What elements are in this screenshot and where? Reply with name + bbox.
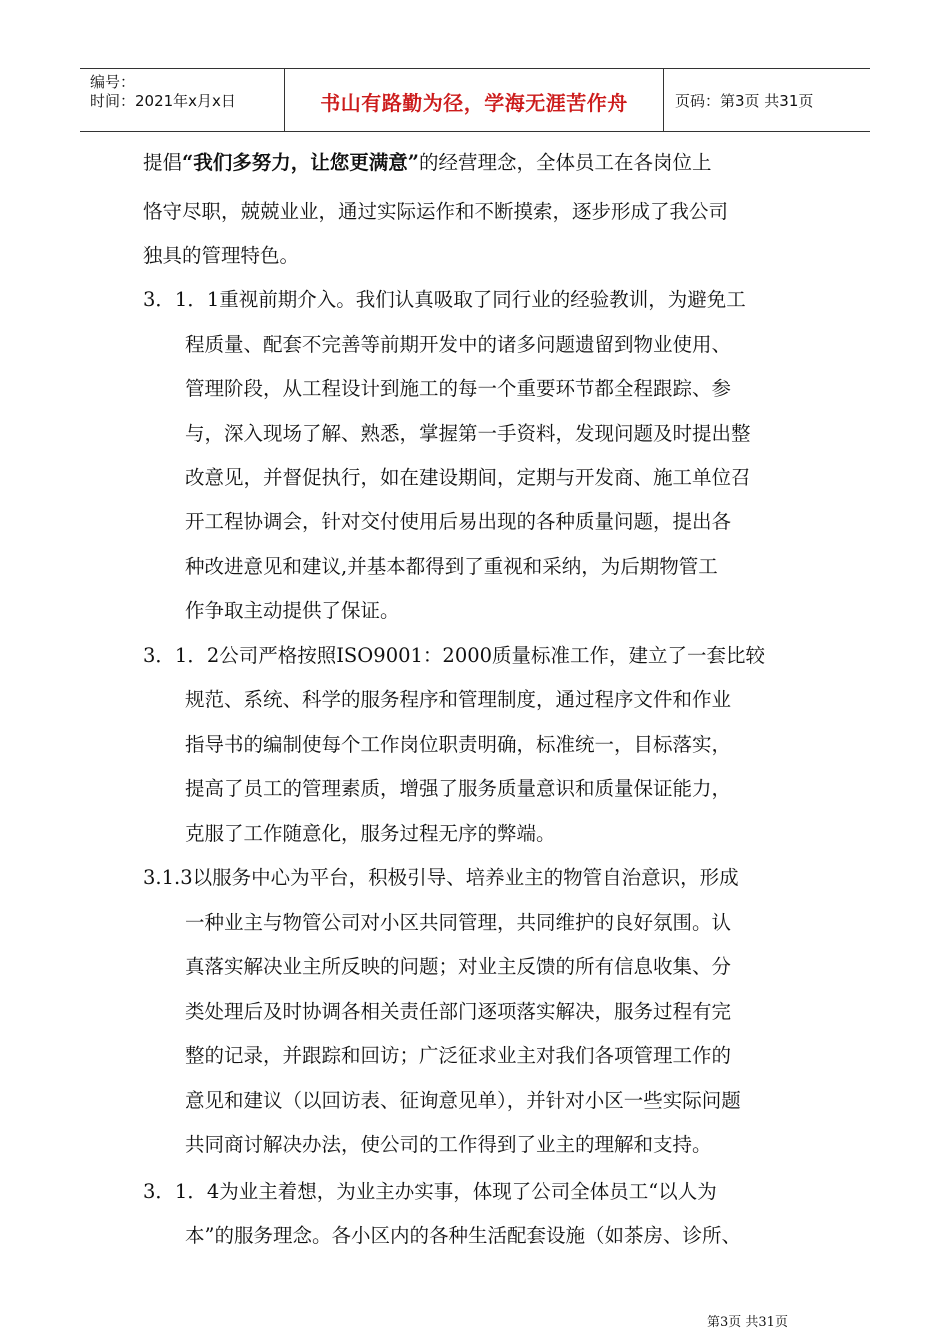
section-311-line: 开工程协调会，针对交付使用后易出现的各种质量问题，提出各 — [185, 510, 732, 533]
section-313-line: 意见和建议（以回访表、征询意见单），并针对小区一些实际问题 — [185, 1089, 741, 1112]
intro-line-1 — [143, 151, 711, 175]
header-motto-cell — [284, 69, 664, 131]
section-314-first-line — [143, 1180, 717, 1204]
section-text: 为业主着想，为业主办实事，体现了公司全体员工“以人为 — [219, 1180, 717, 1203]
section-312-line: 规范、系统、科学的服务程序和管理制度，通过程序文件和作业 — [185, 688, 732, 711]
section-312-line: 指导书的编制使每个工作岗位职责明确，标准统一，目标落实， — [185, 733, 732, 756]
section-313-line: 真落实解决业主所反映的问题；对业主反馈的所有信息收集、分 — [185, 955, 732, 978]
section-311-line: 与，深入现场了解、熟悉，掌握第一手资料，发现问题及时提出整 — [185, 422, 751, 445]
header-meta-cell — [80, 69, 284, 131]
section-number: 3．1．2 — [143, 644, 220, 667]
section-text: 重视前期介入。我们认真吸取了同行业的经验教训，为避免工 — [219, 288, 746, 311]
section-311-line: 作争取主动提供了保证。 — [185, 599, 400, 622]
section-311-line: 程质量、配套不完善等前期开发中的诸多问题遗留到物业使用、 — [185, 333, 732, 356]
section-text: 以服务中心为平台，积极引导、培养业主的物管自治意识，形成 — [192, 866, 739, 889]
section-311-first-line — [143, 288, 746, 312]
intro-text: 提倡 — [143, 151, 183, 174]
section-311-line: 种改进意见和建议,并基本都得到了重视和采纳，为后期物管工 — [185, 555, 718, 578]
section-313-first-line — [143, 866, 739, 890]
section-312-line: 克服了工作随意化，服务过程无序的弊端。 — [185, 822, 556, 845]
section-text: 公司严格按照ISO9001：2000质量标准工作，建立了一套比较 — [219, 644, 766, 667]
section-313-line: 类处理后及时协调各相关责任部门逐项落实解决，服务过程有完 — [185, 1000, 732, 1023]
section-311-line: 管理阶段，从工程设计到施工的每一个重要环节都全程跟踪、参 — [185, 377, 732, 400]
intro-line-2: 恪守尽职，兢兢业业，通过实际运作和不断摸索，逐步形成了我公司 — [143, 200, 729, 223]
section-313-line: 整的记录，并跟踪和回访；广泛征求业主对我们各项管理工作的 — [185, 1044, 732, 1067]
header-page-cell — [663, 69, 870, 131]
section-number: 3．1．1 — [143, 288, 220, 311]
page-footer-number: 第3页 共31页 — [707, 1315, 788, 1330]
intro-line-3: 独具的管理特色。 — [143, 244, 300, 267]
section-312-line: 提高了员工的管理素质，增强了服务质量意识和质量保证能力， — [185, 777, 732, 800]
document-code-label: 编号： — [90, 73, 136, 91]
header-page-number: 页码：第3页 共31页 — [675, 92, 814, 110]
section-312-first-line — [143, 644, 765, 668]
document-date-label: 时间：2021年x月x日 — [90, 92, 236, 110]
section-number: 3.1.3 — [143, 866, 193, 889]
intro-text: 的经营理念，全体员工在各岗位上 — [418, 151, 712, 174]
header-motto: 书山有路勤为径，学海无涯苦作舟 — [320, 91, 628, 115]
section-314-line: 本”的服务理念。各小区内的各种生活配套设施（如茶房、诊所、 — [185, 1224, 741, 1247]
section-311-line: 改意见，并督促执行，如在建设期间，定期与开发商、施工单位召 — [185, 466, 751, 489]
section-313-line: 共同商讨解决办法，使公司的工作得到了业主的理解和支持。 — [185, 1133, 712, 1156]
page-header — [80, 68, 870, 132]
section-313-line: 一种业主与物管公司对小区共同管理，共同维护的良好氛围。认 — [185, 911, 732, 934]
intro-slogan: “我们多努力，让您更满意” — [182, 151, 419, 174]
section-number: 3．1．4 — [143, 1180, 220, 1203]
